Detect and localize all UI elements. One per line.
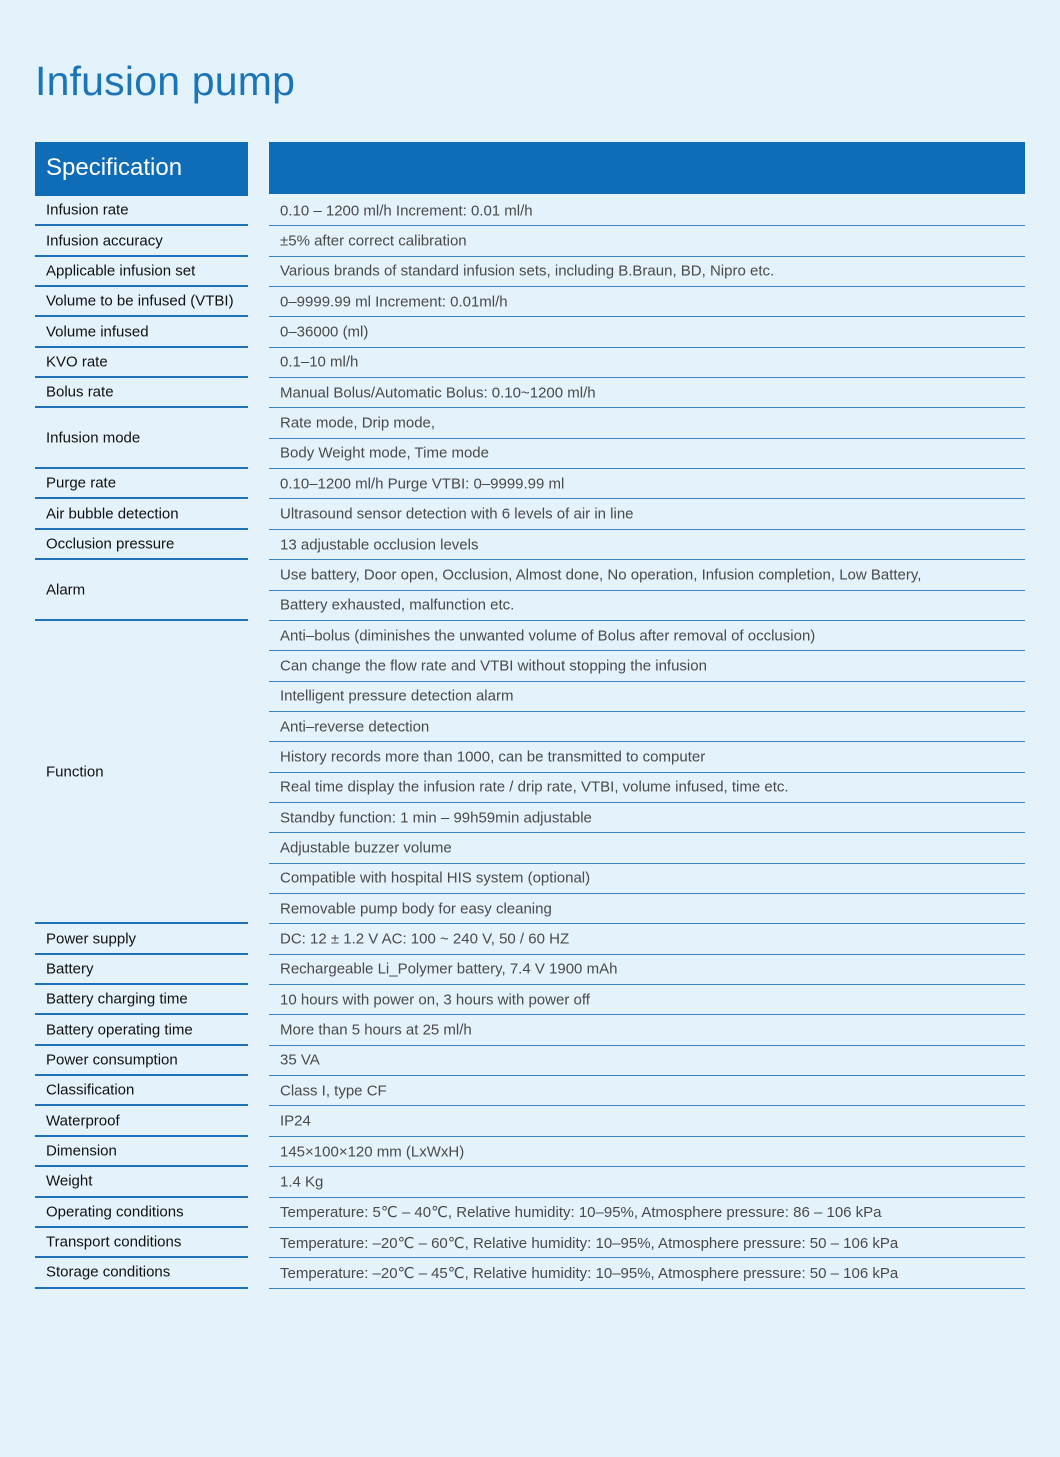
spec-value-row — [269, 1137, 1025, 1167]
spec-label-row — [35, 985, 248, 1015]
spec-label: Applicable infusion set — [46, 262, 196, 280]
spec-value-row — [269, 682, 1025, 712]
spec-value: Battery exhausted, malfunction etc. — [280, 596, 515, 614]
spec-value-row — [269, 924, 1025, 954]
spec-label-row — [35, 348, 248, 378]
spec-value: Temperature: 5℃ – 40℃, Relative humidity: 10–95%, Atmosphere pressure: 86 – 106 kPa — [280, 1204, 882, 1222]
spec-value-row — [269, 955, 1025, 985]
spec-label-row — [35, 1046, 248, 1076]
spec-value: Compatible with hospital HIS system (optional) — [280, 869, 591, 887]
spec-value: 0–9999.99 ml Increment: 0.01ml/h — [280, 293, 508, 311]
spec-value-row — [269, 408, 1025, 438]
spec-label-row — [35, 1076, 248, 1106]
spec-label: Air bubble detection — [46, 505, 179, 523]
spec-label-row — [35, 621, 248, 925]
spec-value: 0.1–10 ml/h — [280, 353, 359, 371]
spec-label: Battery charging time — [46, 990, 188, 1008]
spec-label-row — [35, 1198, 248, 1228]
spec-value-row — [269, 1107, 1025, 1137]
spec-label: Purge rate — [46, 474, 117, 492]
spec-value: 1.4 Kg — [280, 1173, 324, 1191]
spec-value-row — [269, 317, 1025, 347]
spec-label-row — [35, 1137, 248, 1167]
spec-value-row — [269, 1198, 1025, 1228]
spec-value: Can change the flow rate and VTBI without stopping the infusion — [280, 657, 707, 675]
spec-value: Ultrasound sensor detection with 6 levels of air in line — [280, 505, 634, 523]
spec-label-row — [35, 924, 248, 954]
spec-value-row — [269, 985, 1025, 1015]
spec-value-row — [269, 773, 1025, 803]
spec-label: Power supply — [46, 930, 137, 948]
spec-label-row — [35, 1107, 248, 1137]
spec-label-row — [35, 530, 248, 560]
spec-value: Body Weight mode, Time mode — [280, 444, 489, 462]
spec-label-row — [35, 1015, 248, 1045]
spec-label-row — [35, 378, 248, 408]
spec-label-row — [35, 287, 248, 317]
spec-label: Classification — [46, 1081, 135, 1099]
spec-label: Infusion accuracy — [46, 232, 163, 250]
spec-label: Battery operating time — [46, 1021, 193, 1039]
spec-value-row — [269, 196, 1025, 226]
spec-value-row — [269, 378, 1025, 408]
spec-value-row — [269, 803, 1025, 833]
spec-label-row — [35, 317, 248, 347]
page-title: Infusion pump — [35, 58, 296, 104]
spec-value: 0.10–1200 ml/h Purge VTBI: 0–9999.99 ml — [280, 475, 565, 493]
spec-label-row — [35, 955, 248, 985]
spec-label: Function — [46, 763, 104, 781]
spec-value: Manual Bolus/Automatic Bolus: 0.10~1200 ml/h — [280, 384, 596, 402]
spec-value-row — [269, 712, 1025, 742]
spec-label-row — [35, 408, 248, 469]
spec-label-row — [35, 500, 248, 530]
spec-value: 10 hours with power on, 3 hours with power off — [280, 991, 590, 1009]
spec-value: History records more than 1000, can be transmitted to computer — [280, 748, 706, 766]
spec-value: Adjustable buzzer volume — [280, 839, 452, 857]
spec-label: Battery — [46, 960, 94, 978]
spec-value-row — [269, 1015, 1025, 1045]
spec-value: Anti–bolus (diminishes the unwanted volume of Bolus after removal of occlusion) — [280, 627, 816, 645]
spec-label-row — [35, 560, 248, 621]
spec-value-row — [269, 500, 1025, 530]
spec-label: Dimension — [46, 1142, 117, 1160]
spec-value: 13 adjustable occlusion levels — [280, 536, 479, 554]
spec-label-row — [35, 1167, 248, 1197]
spec-value: Anti–reverse detection — [280, 718, 430, 736]
spec-value: Rechargeable Li_Polymer battery, 7.4 V 1900 mAh — [280, 960, 618, 978]
spec-value-row — [269, 287, 1025, 317]
spec-value: Temperature: –20℃ – 60℃, Relative humidity: 10–95%, Atmosphere pressure: 50 – 106 kPa — [280, 1234, 899, 1252]
spec-value-row — [269, 742, 1025, 772]
spec-value: Class I, type CF — [280, 1082, 387, 1100]
spec-value-row — [269, 894, 1025, 924]
spec-value-row — [269, 348, 1025, 378]
spec-label: Storage conditions — [46, 1263, 171, 1281]
spec-label: Infusion mode — [46, 429, 141, 447]
spec-value: 0–36000 (ml) — [280, 323, 369, 341]
spec-label: KVO rate — [46, 353, 108, 371]
spec-label: Operating conditions — [46, 1203, 184, 1221]
spec-value: Rate mode, Drip mode, — [280, 414, 436, 432]
spec-value: DC: 12 ± 1.2 V AC: 100 ~ 240 V, 50 / 60 HZ — [280, 930, 570, 948]
spec-value: 35 VA — [280, 1051, 320, 1069]
spec-value-row — [269, 469, 1025, 499]
spec-value: 145×100×120 mm (LxWxH) — [280, 1143, 465, 1161]
spec-label: Volume infused — [46, 323, 149, 341]
spec-value-row — [269, 1046, 1025, 1076]
spec-value-row — [269, 864, 1025, 894]
spec-label: Alarm — [46, 581, 86, 599]
specification-header-label: Specification — [46, 154, 183, 181]
specification-header — [35, 142, 248, 196]
spec-value: Various brands of standard infusion sets, including B.Braun, BD, Nipro etc. — [280, 262, 775, 280]
spec-label: Bolus rate — [46, 383, 114, 401]
spec-value-row — [269, 257, 1025, 287]
spec-value: Standby function: 1 min – 99h59min adjustable — [280, 809, 592, 827]
spec-label: Infusion rate — [46, 201, 129, 219]
spec-value: Temperature: –20℃ – 45℃, Relative humidity: 10–95%, Atmosphere pressure: 50 – 106 kPa — [280, 1264, 899, 1282]
spec-value: IP24 — [280, 1112, 311, 1130]
spec-label: Power consumption — [46, 1051, 178, 1069]
spec-value: 0.10 – 1200 ml/h Increment: 0.01 ml/h — [280, 202, 533, 220]
spec-value-row — [269, 560, 1025, 590]
spec-value: Use battery, Door open, Occlusion, Almost done, No operation, Infusion completion, Low Battery, — [280, 566, 922, 584]
spec-label: Volume to be infused (VTBI) — [46, 292, 234, 310]
spec-value: ±5% after correct calibration — [280, 232, 467, 250]
spec-value: Intelligent pressure detection alarm — [280, 687, 514, 705]
spec-value: Real time display the infusion rate / drip rate, VTBI, volume infused, time etc. — [280, 778, 789, 796]
spec-value-row — [269, 591, 1025, 621]
values-header-bar — [269, 142, 1025, 194]
spec-value-row — [269, 621, 1025, 651]
spec-value-row — [269, 530, 1025, 560]
spec-value: More than 5 hours at 25 ml/h — [280, 1021, 472, 1039]
spec-value: Removable pump body for easy cleaning — [280, 900, 552, 918]
spec-label: Occlusion pressure — [46, 535, 175, 553]
spec-value-row — [269, 439, 1025, 469]
spec-label-row — [35, 1228, 248, 1258]
spec-value-row — [269, 651, 1025, 681]
spec-label-row — [35, 257, 248, 287]
spec-label-row — [35, 469, 248, 499]
spec-value-row — [269, 1228, 1025, 1258]
spec-value-row — [269, 1258, 1025, 1288]
spec-label-row — [35, 196, 248, 226]
spec-value-row — [269, 833, 1025, 863]
spec-label: Transport conditions — [46, 1233, 182, 1251]
spec-label: Weight — [46, 1172, 93, 1190]
spec-label-row — [35, 226, 248, 256]
spec-value-row — [269, 226, 1025, 256]
spec-value-row — [269, 1076, 1025, 1106]
spec-label: Waterproof — [46, 1112, 120, 1130]
spec-value-row — [269, 1167, 1025, 1197]
spec-label-row — [35, 1258, 248, 1288]
